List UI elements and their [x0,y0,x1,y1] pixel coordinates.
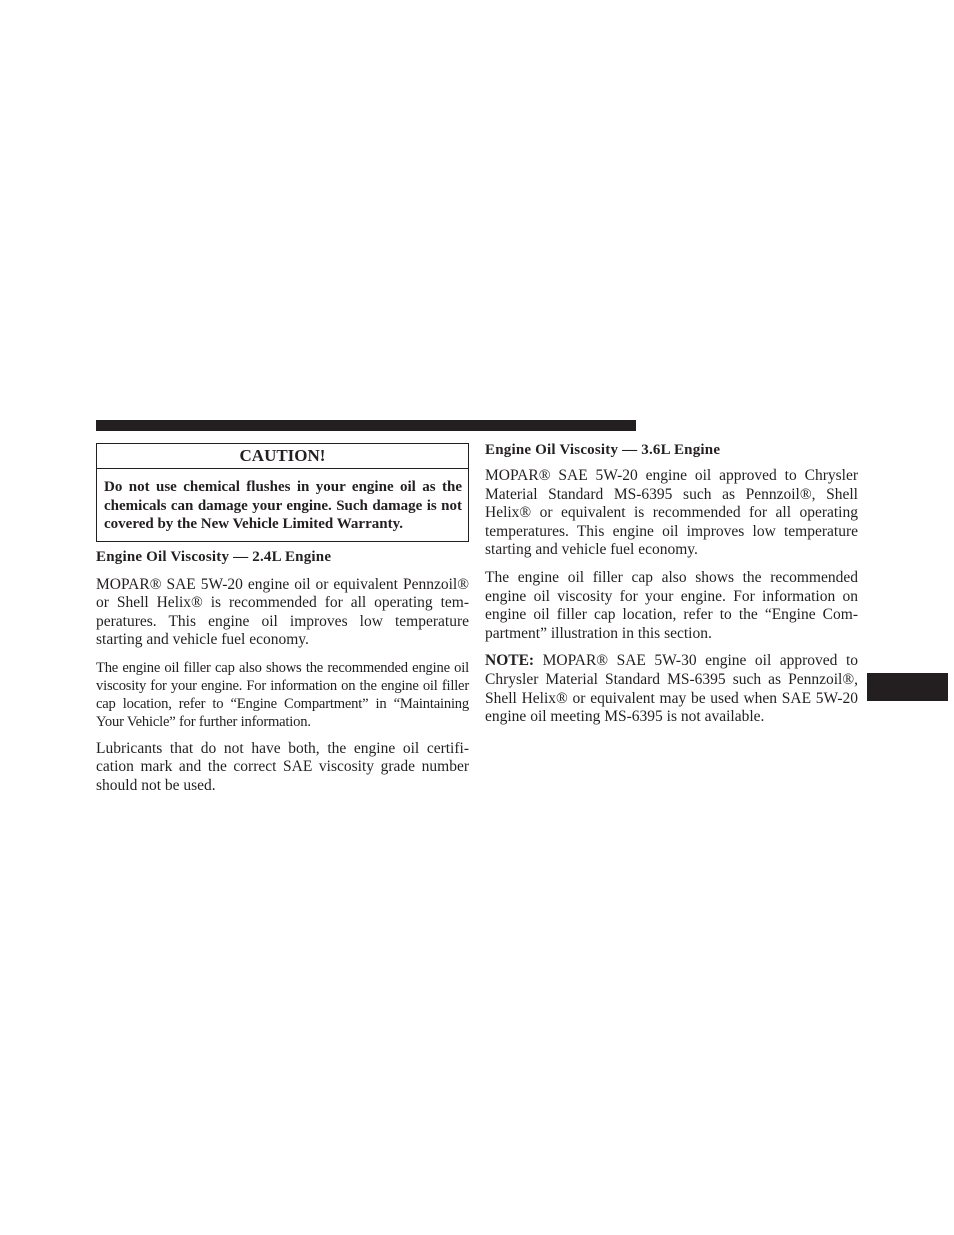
caution-box [96,443,469,542]
section-top-rule [96,420,636,431]
note-text: MOPAR® SAE 5W-30 engine oil approved to Chrysler Material Standard MS-6395 such as Pennzoil®, Shell Helix® or equivalent may be used when SAE 5W-20 engine oil meeting MS-6395 is not available. [485,652,858,726]
paragraph-3-6l-recommendation: MOPAR® SAE 5W-20 engine oil approved to Chrysler Material Standard MS-6395 such as Pennzoil®, Shell Helix® or equivalent is recommended for all operating temperatures. This engine oil improves low temperature starting and vehicle fuel economy. [485,467,858,559]
caution-body: Do not use chemical flushes in your engine oil as the chemicals can damage your engine. Such damage is not covered by the New Vehicle Limited Warranty. [104,479,462,532]
note-label: NOTE: [485,652,535,670]
left-column [96,441,469,796]
heading-3-6l-engine: Engine Oil Viscosity — 3.6L Engine [485,442,721,458]
paragraph-2-4l-recommendation: MOPAR® SAE 5W-20 engine oil or equivalent Pennzoil® or Shell Helix® is recommended for all operating tem-peratures. This engine oil improves low temperature starting and vehicle fuel economy. [96,575,469,649]
paragraph-filler-cap-info: The engine oil filler cap also shows the recommended engine oil viscosity for your engine. For information on the engine oil filler cap location, refer to “Engine Compartment” in “Maintaining Your Vehicle” for further information. [96,659,469,730]
caution-title: CAUTION! [97,444,468,469]
note-paragraph [485,652,858,726]
chapter-tab-marker [867,673,948,701]
heading-2-4l-engine: Engine Oil Viscosity — 2.4L Engine [96,548,332,565]
right-column [485,441,858,727]
paragraph-filler-cap-location: The engine oil filler cap also shows the recommended engine oil viscosity for your engine. For information on engine oil filler cap location, refer to the “Engine Com-partment” illustration in this section. [485,568,858,642]
paragraph-lubricants-warning: Lubricants that do not have both, the engine oil certifi-cation mark and the correct SAE viscosity grade number should not be used. [96,739,469,795]
